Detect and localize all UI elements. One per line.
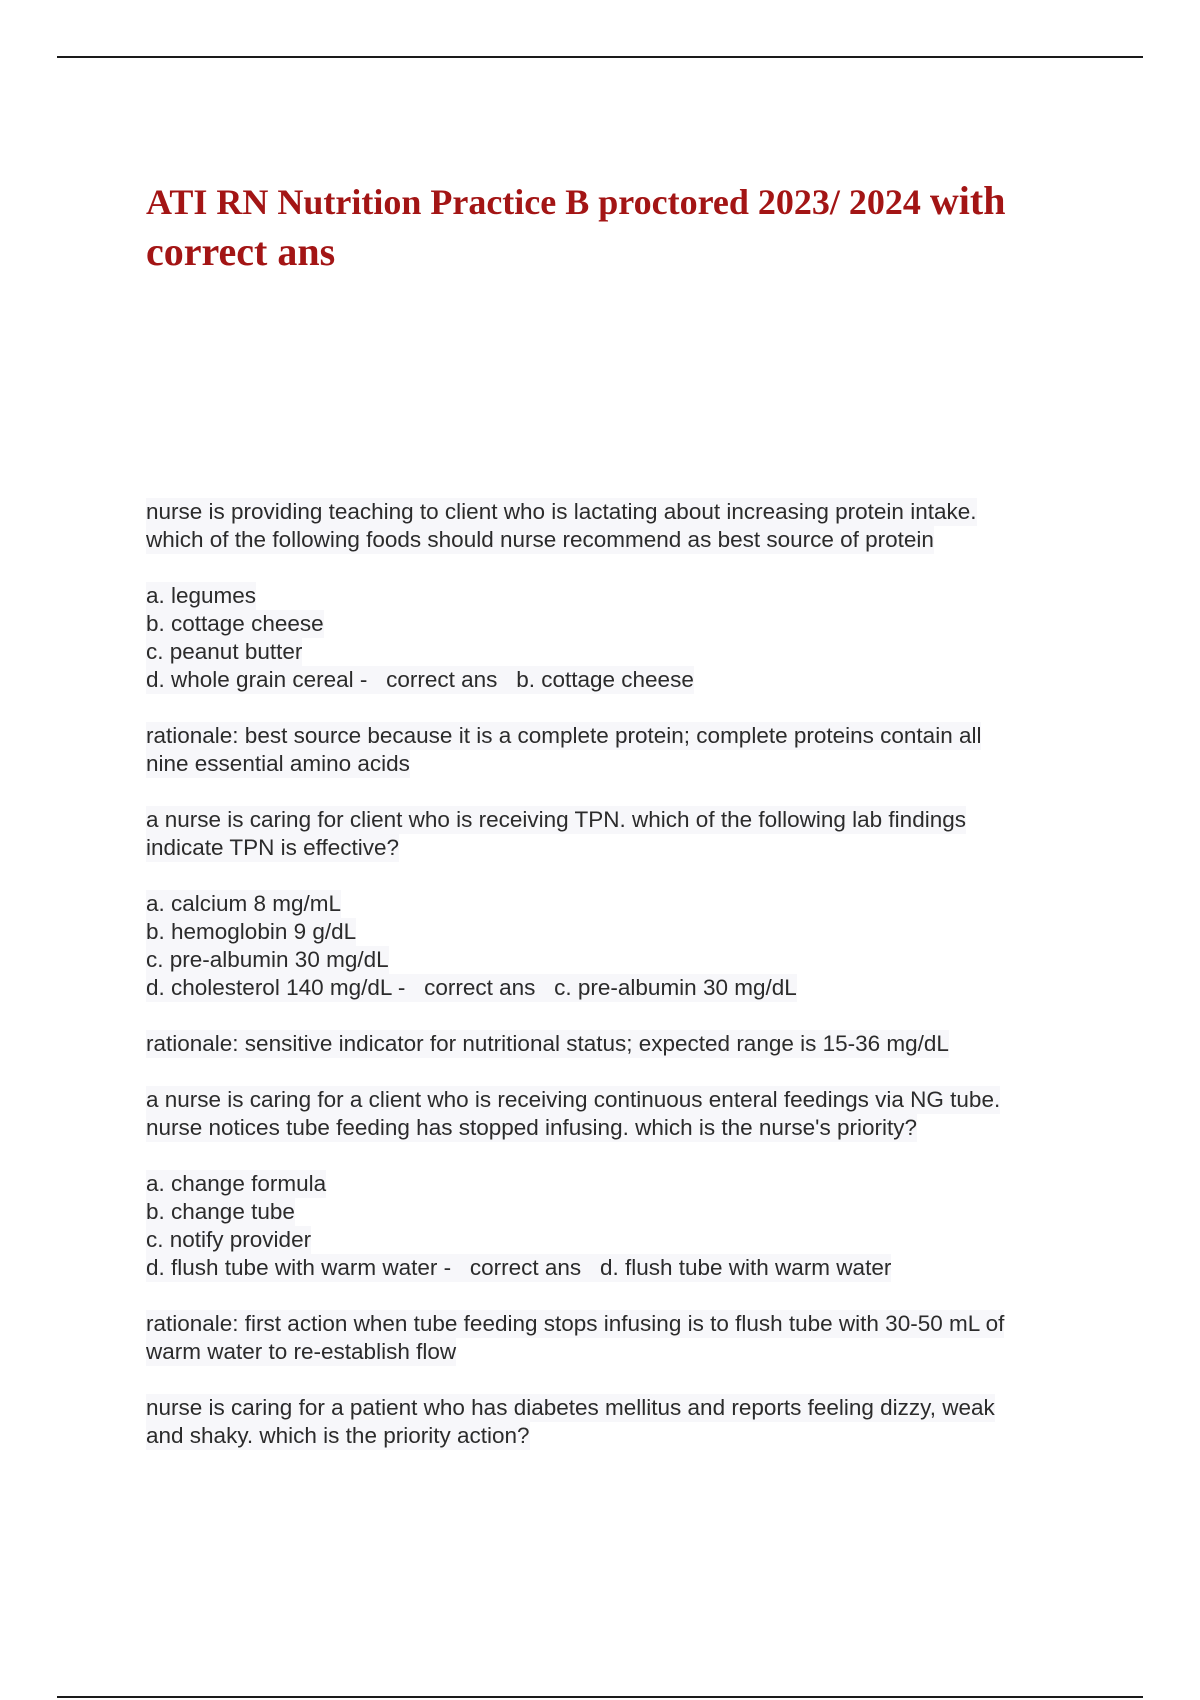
question-3-rationale-line-2: warm water to re-establish flow: [146, 1339, 457, 1364]
question-3-options: [146, 1170, 1086, 1282]
question-1-rationale-line-1: rationale: best source because it is a complete protein; complete proteins contain all: [146, 723, 982, 748]
question-1-answer-value: b. cottage cheese: [516, 667, 694, 692]
document-title: [146, 176, 1086, 278]
question-2-option-d: d. cholesterol 140 mg/dL -: [146, 975, 406, 1000]
bottom-rule: [57, 1696, 1143, 1698]
question-2-options: [146, 890, 1086, 1002]
question-4-stem-line-1: nurse is caring for a patient who has diabetes mellitus and reports feeling dizzy, weak: [146, 1395, 995, 1420]
question-3-option-d-with-answer: [146, 1254, 891, 1282]
question-2-option-c: c. pre-albumin 30 mg/dL: [146, 947, 389, 972]
question-2-option-d-with-answer: [146, 974, 797, 1002]
question-1-option-b: b. cottage cheese: [146, 611, 324, 636]
question-3-answer-value: d. flush tube with warm water: [599, 1255, 892, 1280]
question-1-stem: [146, 498, 1086, 554]
title-main: ATI RN Nutrition Practice B proctored 2023/ 2024: [146, 182, 921, 222]
question-4-stem: [146, 1394, 1086, 1450]
question-1-option-d-with-answer: [146, 666, 694, 694]
question-3-rationale-line-1: rationale: first action when tube feeding stops infusing is to flush tube with 30-50 mL of: [146, 1311, 1005, 1336]
question-1-stem-line-2: which of the following foods should nurse recommend as best source of protein: [146, 527, 934, 552]
question-1-rationale-line-2: nine essential amino acids: [146, 751, 410, 776]
question-2-stem-line-1: a nurse is caring for client who is receiving TPN. which of the following lab findings: [146, 807, 966, 832]
question-3-answer-label: correct ans: [469, 1255, 582, 1280]
question-3-stem-line-1: a nurse is caring for a client who is receiving continuous enteral feedings via NG tube.: [146, 1087, 1001, 1112]
question-1-option-d: d. whole grain cereal -: [146, 667, 368, 692]
question-3-option-c: c. notify provider: [146, 1227, 312, 1252]
question-1-rationale: [146, 722, 1086, 778]
question-4-stem-line-2: and shaky. which is the priority action?: [146, 1423, 530, 1448]
question-2-answer-value: c. pre-albumin 30 mg/dL: [554, 975, 797, 1000]
question-3-stem-line-2: nurse notices tube feeding has stopped infusing. which is the nurse's priority?: [146, 1115, 917, 1140]
question-1-stem-line-1: nurse is providing teaching to client who is lactating about increasing protein intake.: [146, 499, 977, 524]
question-1-answer-label: correct ans: [386, 667, 498, 692]
question-1-option-a: a. legumes: [146, 583, 257, 608]
top-rule: [57, 56, 1143, 58]
question-2-rationale-line-1: rationale: sensitive indicator for nutritional status; expected range is 15-36 mg/dL: [146, 1031, 949, 1056]
question-1-option-c: c. peanut butter: [146, 639, 303, 664]
question-2-stem: [146, 806, 1086, 862]
question-3-option-a: a. change formula: [146, 1171, 327, 1196]
question-2-stem-line-2: indicate TPN is effective?: [146, 835, 400, 860]
question-3-stem: [146, 1086, 1086, 1142]
title-with: with: [929, 178, 1006, 223]
document-body: [146, 498, 1086, 1478]
question-2-option-b: b. hemoglobin 9 g/dL: [146, 919, 357, 944]
title-line2: correct ans: [146, 229, 336, 274]
question-2-answer-label: correct ans: [424, 975, 536, 1000]
question-1-options: [146, 582, 1086, 694]
question-3-rationale: [146, 1310, 1086, 1366]
question-3-option-d: d. flush tube with warm water -: [146, 1255, 452, 1280]
question-3-option-b: b. change tube: [146, 1199, 295, 1224]
question-2-option-a: a. calcium 8 mg/mL: [146, 891, 342, 916]
question-2-rationale: [146, 1030, 1086, 1058]
